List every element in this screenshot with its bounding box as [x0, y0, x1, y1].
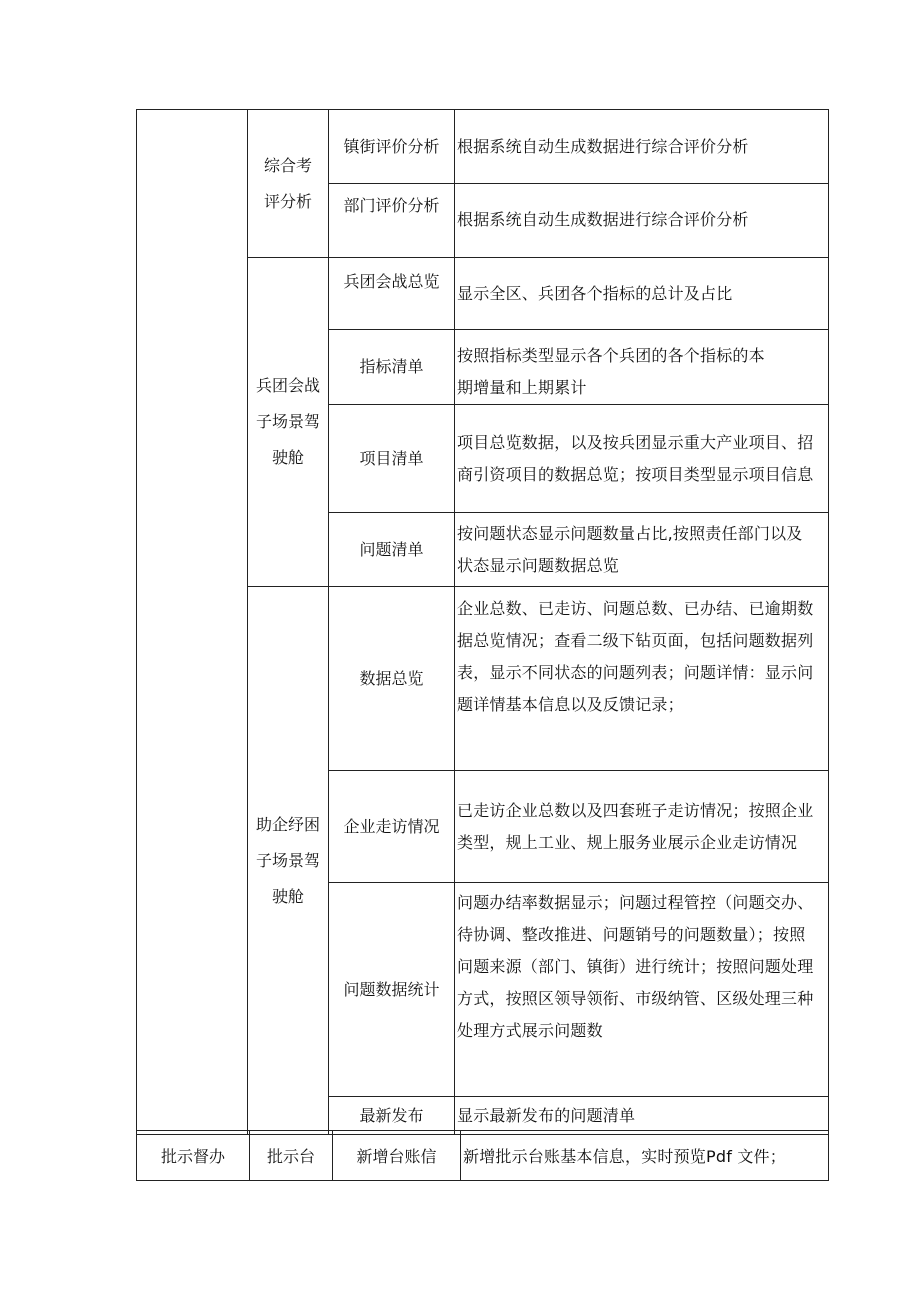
- feature-cell: 部门评价分析: [329, 184, 455, 258]
- group-cell: 助企纾困 子场景驾 驶舱: [248, 587, 329, 1135]
- table-row: [137, 110, 829, 184]
- description-cell: 根据系统自动生成数据进行综合评价分析: [455, 110, 829, 184]
- description-cell: 企业总数、已走访、问题总数、已办结、已逾期数 据总览情况；查看二级下钻页面，包括问题数据列 表，显示不同状态的问题列表；问题详情：显示问 题详情基本信息以及反馈记录；: [455, 587, 829, 771]
- description-cell: 按照指标类型显示各个兵团的各个指标的本 期增量和上期累计: [455, 330, 829, 405]
- group-cell: 兵团会战 子场景驾 驶舱: [248, 258, 329, 587]
- feature-cell: 问题数据统计: [329, 883, 455, 1097]
- description-cell: 问题办结率数据显示；问题过程管控（问题交办、 待协调、整改推进、问题销号的问题数量）；按照 问题来源（部门、镇街）进行统计；按照问题处理 方式，按照区领导领衔、市级纳管、区级处理三种 处理方式展示问题数: [455, 883, 829, 1097]
- feature-cell: 企业走访情况: [329, 771, 455, 883]
- feature-cell: 最新发布: [329, 1097, 455, 1135]
- category-cell: 批示督办: [137, 1131, 250, 1181]
- category-cell: [137, 110, 248, 1135]
- feature-cell: 问题清单: [329, 513, 455, 587]
- spec-table-last-row: [136, 1130, 829, 1181]
- description-cell: 按问题状态显示问题数量占比,按照责任部门以及 状态显示问题数据总览: [455, 513, 829, 587]
- feature-cell: 项目清单: [329, 405, 455, 513]
- spec-table: [136, 109, 829, 1135]
- feature-cell: 指标清单: [329, 330, 455, 405]
- description-cell: 项目总览数据，以及按兵团显示重大产业项目、招 商引资项目的数据总览；按项目类型显示项目信息: [455, 405, 829, 513]
- feature-cell: 镇街评价分析: [329, 110, 455, 184]
- group-cell: 批示台: [250, 1131, 333, 1181]
- description-cell: 新增批示台账基本信息，实时预览Pdf 文件；: [461, 1131, 829, 1181]
- description-cell: 显示全区、兵团各个指标的总计及占比: [455, 258, 829, 330]
- feature-cell: 新增台账信: [333, 1131, 461, 1181]
- group-cell: 综合考 评分析: [248, 110, 329, 258]
- table-row: [137, 1131, 829, 1181]
- description-cell: 根据系统自动生成数据进行综合评价分析: [455, 184, 829, 258]
- feature-cell: 数据总览: [329, 587, 455, 771]
- feature-cell: 兵团会战总览: [329, 258, 455, 330]
- description-cell: 显示最新发布的问题清单: [455, 1097, 829, 1135]
- description-cell: 已走访企业总数以及四套班子走访情况；按照企业 类型，规上工业、规上服务业展示企业走访情况: [455, 771, 829, 883]
